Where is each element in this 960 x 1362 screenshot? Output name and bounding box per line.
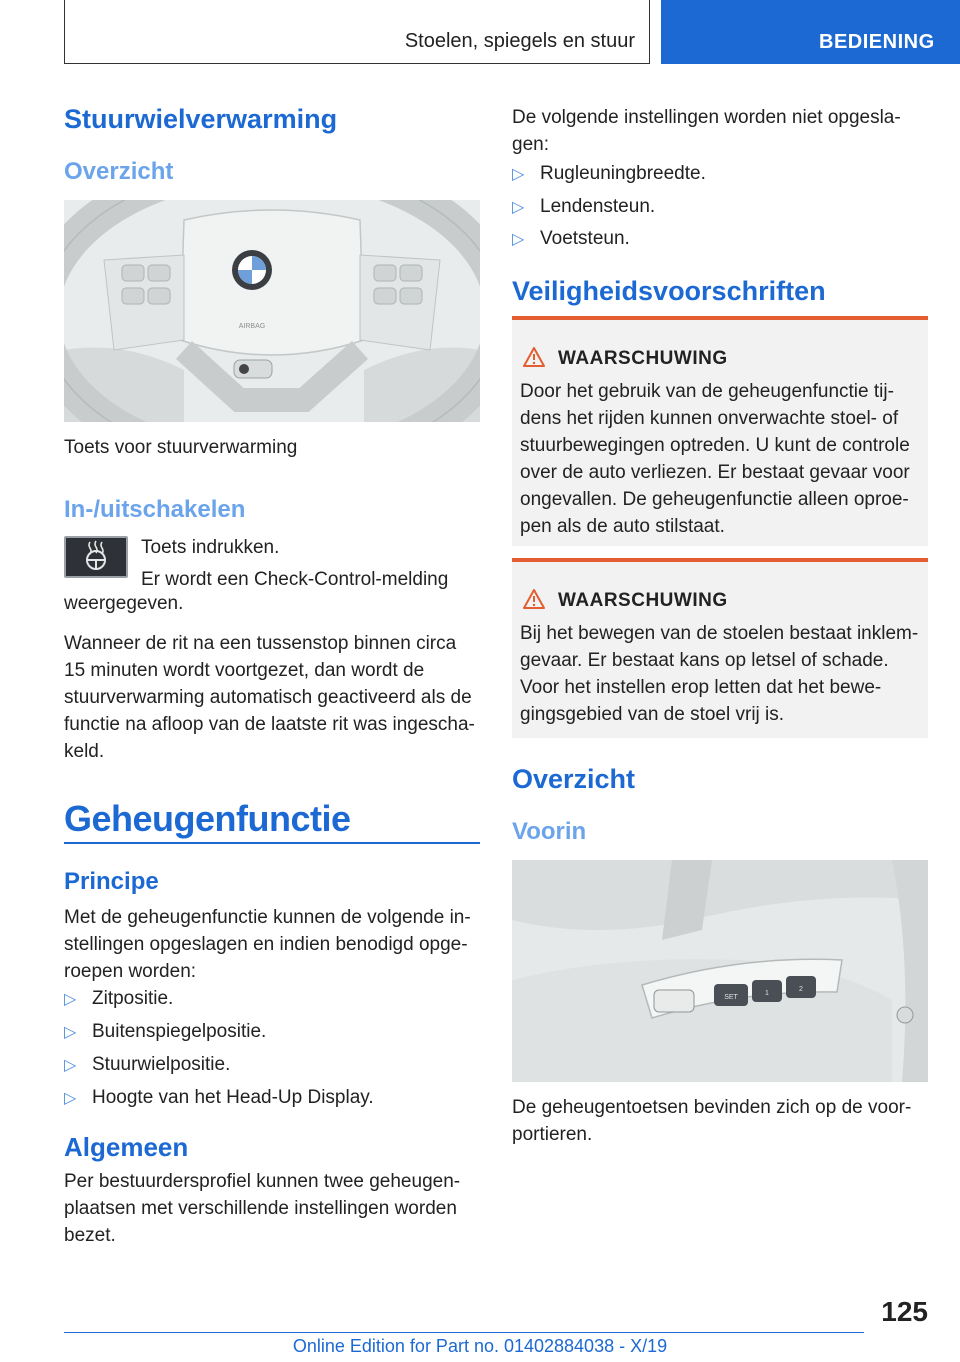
restart-paragraph [64, 630, 484, 765]
overview-subtitle: Overzicht [64, 158, 174, 185]
list-item: ▷ Hoogte van het Head-Up Display. [64, 1087, 374, 1108]
warning-triangle-icon [522, 588, 546, 610]
para-line: gevaar. Er bestaat kans op letsel of schade. [520, 650, 889, 671]
overview-title: Overzicht [512, 764, 636, 794]
steering-wheel-drawing [64, 200, 480, 422]
footer-divider [64, 1332, 864, 1333]
para-line: gen: [512, 134, 549, 155]
para-line: 15 minuten wordt voortgezet, dan wordt de [64, 660, 425, 681]
warning-box-2 [512, 558, 928, 738]
heated-steering-wheel-icon [66, 538, 126, 576]
check-control-text-2: weergegeven. [64, 593, 184, 614]
principle-title: Principe [64, 868, 159, 895]
warning-heading: WAARSCHUWING [558, 348, 728, 369]
para-line: portieren. [512, 1124, 593, 1145]
para-line: Per bestuurdersprofiel kunnen twee geheugen- [64, 1171, 461, 1192]
para-line: dens het rijden kunnen onverwachte stoel- of [520, 408, 899, 429]
bullet-triangle-icon: ▷ [64, 1057, 77, 1074]
front-subtitle: Voorin [512, 818, 587, 845]
memory-set-button-label: SET [724, 994, 738, 1001]
para-line: De volgende instellingen worden niet opgesla- [512, 107, 901, 128]
bullet-triangle-icon: ▷ [512, 231, 525, 248]
header-chapter-tab[interactable] [661, 0, 960, 64]
para-line: stuurbewegingen optreden. U kunt de controle [520, 435, 910, 456]
para-line: pen als de auto stilstaat. [520, 516, 725, 537]
general-paragraph [64, 1168, 484, 1249]
bullet-triangle-icon: ▷ [512, 199, 525, 216]
steering-wheel-image [64, 200, 480, 422]
para-line: keld. [64, 741, 105, 762]
safety-title: Veiligheidsvoorschriften [512, 276, 826, 306]
para-line: gingsgebied van de stoel vrij is. [520, 704, 785, 725]
warning-text [520, 620, 924, 728]
memory-1-button-label: 1 [765, 990, 769, 997]
list-item: ▷ Zitpositie. [64, 988, 174, 1009]
steering-image-caption: Toets voor stuurverwarming [64, 437, 298, 458]
para-line: roepen worden: [64, 961, 197, 982]
list-item: ▷ Lendensteun. [512, 196, 656, 217]
para-line: ongevallen. De geheugenfunctie alleen oproe- [520, 489, 909, 510]
para-line: Bij het bewegen van de stoelen bestaat inklem- [520, 623, 919, 644]
para-line: bezet. [64, 1225, 116, 1246]
para-line: functie na afloop van de laatste rit was ingescha- [64, 714, 475, 735]
memory-function-title: Geheugenfunctie [64, 798, 351, 839]
header-section-tab [64, 0, 650, 64]
not-saved-intro [512, 104, 932, 158]
para-line: De geheugentoetsen bevinden zich op de voor- [512, 1097, 912, 1118]
para-line: over de auto verliezen. Er bestaat gevaar voor [520, 462, 910, 483]
warning-text [520, 378, 924, 540]
header-chapter-label: BEDIENING [819, 31, 935, 53]
warning-triangle-icon [522, 346, 546, 368]
footer-edition: Online Edition for Part no. 01402884038 - X/19 [292, 1336, 668, 1356]
page-number: 125 [881, 1296, 928, 1327]
steering-heating-title: Stuurwielverwarming [64, 104, 338, 134]
header-section-label: Stoelen, spiegels en stuur [404, 30, 635, 52]
bullet-triangle-icon: ▷ [64, 1024, 77, 1041]
bullet-triangle-icon: ▷ [64, 1090, 77, 1107]
door-panel-drawing [512, 860, 928, 1082]
list-item: ▷ Buitenspiegelpositie. [64, 1021, 267, 1042]
para-line: stuurverwarming automatisch geactiveerd als de [64, 687, 472, 708]
bullet-triangle-icon: ▷ [64, 991, 77, 1008]
check-control-text-1: Er wordt een Check-Control-melding [141, 569, 449, 590]
list-item: ▷ Voetsteun. [512, 228, 630, 249]
press-button-text: Toets indrukken. [141, 537, 280, 558]
para-line: plaatsen met verschillende instellingen worden [64, 1198, 457, 1219]
para-line: Door het gebruik van de geheugenfunctie tij- [520, 381, 894, 402]
para-line: Voor het instellen erop letten dat het bewe- [520, 677, 882, 698]
list-item: ▷ Stuurwielpositie. [64, 1054, 231, 1075]
warning-heading: WAARSCHUWING [558, 590, 728, 611]
airbag-label: AIRBAG [238, 323, 266, 330]
switch-on-off-subtitle: In-/uitschakelen [64, 496, 246, 523]
bullet-triangle-icon: ▷ [512, 166, 525, 183]
para-line: Met de geheugenfunctie kunnen de volgende in- [64, 907, 471, 928]
warning-box-1 [512, 316, 928, 546]
heated-steering-wheel-button[interactable] [64, 536, 128, 578]
list-item: ▷ Rugleuningbreedte. [512, 163, 706, 184]
para-line: Wanneer de rit na een tussenstop binnen circa [64, 633, 457, 654]
memory-buttons-image [512, 860, 928, 1082]
principle-paragraph [64, 904, 484, 985]
general-title: Algemeen [64, 1132, 189, 1162]
title-underline [64, 842, 480, 844]
memory-buttons-caption [512, 1094, 932, 1148]
memory-2-button-label: 2 [799, 986, 803, 993]
para-line: stellingen opgeslagen en indien benodigd opge- [64, 934, 468, 955]
